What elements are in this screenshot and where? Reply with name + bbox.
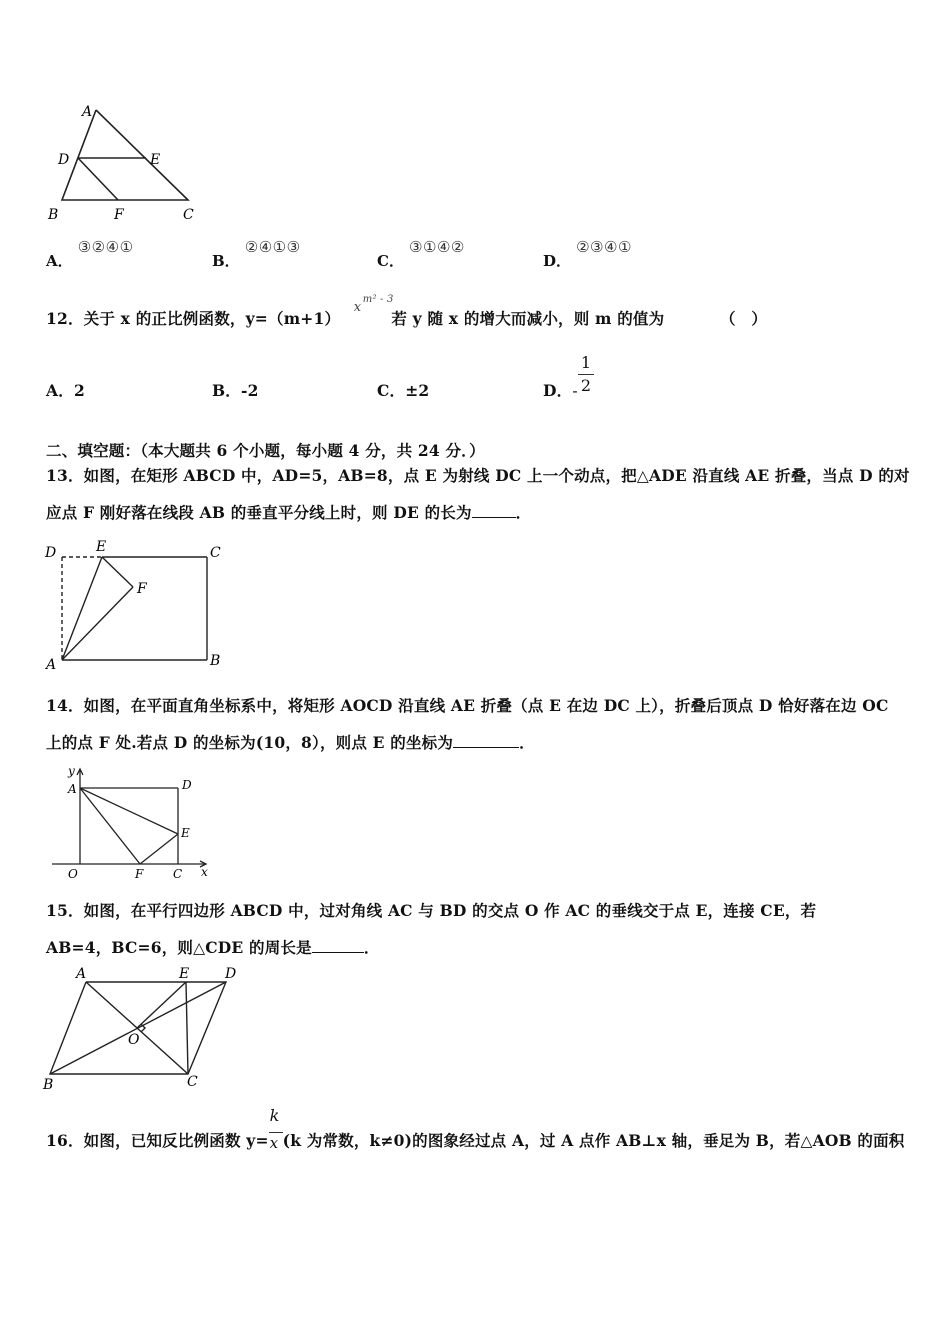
- q14-label-e: E: [181, 826, 190, 840]
- q13-end: ．: [515, 503, 532, 522]
- q12-option-d-value: -: [572, 382, 578, 400]
- q14-end: ．: [519, 733, 535, 752]
- q12-option-a-value: 2: [73, 381, 85, 400]
- q12-option-d-fraction: [578, 353, 594, 396]
- q14-label-x: x: [201, 865, 208, 879]
- q12-option-a-label: A．: [46, 381, 74, 400]
- q13-figure: [40, 535, 230, 675]
- q15-answer-blank[interactable]: [312, 952, 364, 953]
- q14-label-c: C: [173, 867, 183, 881]
- q12-option-b[interactable]: [212, 379, 259, 401]
- q14-figure: [46, 762, 216, 882]
- q11-option-d-value: ②③④①: [576, 238, 632, 256]
- q12-option-d[interactable]: [543, 379, 578, 401]
- q12-option-b-value: -2: [241, 381, 259, 400]
- q13-label-d: D: [45, 545, 57, 561]
- q11-label-c: C: [183, 207, 194, 223]
- q15-label-d: D: [225, 966, 237, 982]
- q15-label-b: B: [43, 1077, 54, 1093]
- q11-option-b[interactable]: [212, 236, 301, 270]
- q12-option-c[interactable]: [377, 379, 429, 401]
- q11-label-a: A: [82, 104, 93, 120]
- q12-option-c-value: ±2: [405, 381, 430, 400]
- q14-answer-blank[interactable]: [453, 747, 519, 748]
- q12-suffix: 若 y 随 x 的增大而减小，则 m 的值为: [391, 309, 665, 328]
- q14-line1: 14．如图，在平面直角坐标系中，将矩形 AOCD 沿直线 AE 折叠（点 E 在边 DC 上），折叠后顶点 D 恰好落在边 OC: [46, 696, 889, 715]
- q14-label-o: O: [68, 867, 78, 881]
- q13-line1: 13．如图，在矩形 ABCD 中，AD=5，AB=8，点 E 为射线 DC 上一个动点，把△ADE 沿直线 AE 折叠，当点 D 的对: [46, 466, 910, 485]
- q12-prefix: 12．关于 x 的正比例函数，y=（m+1）: [46, 309, 341, 328]
- q11-option-b-value: ②④①③: [244, 238, 301, 256]
- q12-option-b-label: B．: [212, 381, 242, 400]
- section-2-title: 二、填空题：（本大题共 6 个小题，每小题 4 分，共 24 分．）: [46, 441, 485, 460]
- q14-label-y: y: [68, 764, 75, 778]
- q11-option-b-label: B．: [212, 252, 240, 270]
- q11-option-a-value: ③②④①: [77, 238, 134, 256]
- q11-label-d: D: [58, 152, 70, 168]
- q12-power-base: x: [353, 300, 362, 315]
- q13-line2: [46, 501, 531, 523]
- q11-option-c[interactable]: [377, 236, 465, 270]
- q12-power-exp: m² - 3: [362, 294, 394, 305]
- q13-line2-text: 应点 F 刚好落在线段 AB 的垂直平分线上时，则 DE 的长为: [46, 503, 472, 522]
- q11-option-c-value: ③①④②: [409, 238, 465, 256]
- q16-prefix: 16．如图，已知反比例函数 y=: [46, 1131, 269, 1150]
- q14-line2: [46, 731, 535, 753]
- q11-label-e: E: [150, 152, 161, 168]
- q16-suffix: (k 为常数，k≠0)的图象经过点 A，过 A 点作 AB⊥x 轴，垂足为 B，若△AOB 的面积: [282, 1131, 905, 1150]
- q11-option-d-label: D．: [543, 252, 572, 270]
- q16-frac-den: x: [269, 1134, 279, 1152]
- q15-label-o: O: [128, 1032, 140, 1048]
- q14-label-a: A: [68, 782, 77, 796]
- q11-option-d[interactable]: [543, 236, 632, 270]
- q12-option-c-label: C．: [377, 381, 406, 400]
- q12-frac-den: 2: [580, 376, 592, 395]
- q12-frac-num: 1: [580, 353, 592, 372]
- q15-figure: [40, 962, 250, 1097]
- q11-option-a[interactable]: [46, 236, 134, 270]
- q16-line1: [46, 1106, 905, 1152]
- q13-label-a: A: [46, 657, 57, 673]
- q16-fraction: [269, 1106, 283, 1152]
- q15-end: ．: [363, 938, 380, 957]
- q15-line2-text: AB=4，BC=6，则△CDE 的周长是: [46, 938, 312, 957]
- q13-label-c: C: [210, 545, 221, 561]
- q15-line1: 15．如图，在平行四边形 ABCD 中，过对角线 AC 与 BD 的交点 O 作 AC 的垂线交于点 E，连接 CE，若: [46, 901, 817, 920]
- q11-label-f: F: [114, 207, 124, 223]
- q11-label-b: B: [48, 207, 59, 223]
- q12-power: [346, 294, 394, 324]
- q13-label-e: E: [96, 539, 107, 555]
- q13-answer-blank[interactable]: [472, 517, 516, 518]
- q15-label-c: C: [187, 1074, 198, 1090]
- q12-paren[interactable]: （ ）: [720, 309, 768, 328]
- q14-line2-text: 上的点 F 处.若点 D 的坐标为(10，8），则点 E 的坐标为: [46, 733, 454, 752]
- q13-label-b: B: [210, 653, 221, 669]
- q14-label-d: D: [182, 778, 192, 792]
- q16-frac-num: k: [269, 1106, 280, 1125]
- q12-question: [46, 294, 665, 329]
- q12-option-d-label: D．: [543, 381, 573, 400]
- q13-label-f: F: [137, 581, 147, 597]
- q12-option-a[interactable]: [46, 379, 85, 401]
- q11-figure: [40, 98, 210, 228]
- q15-label-a: A: [76, 966, 87, 982]
- q14-label-f: F: [135, 867, 144, 881]
- q11-option-c-label: C．: [377, 252, 404, 270]
- q15-line2: [46, 936, 380, 958]
- q15-label-e: E: [179, 966, 190, 982]
- q11-option-a-label: A．: [46, 252, 73, 270]
